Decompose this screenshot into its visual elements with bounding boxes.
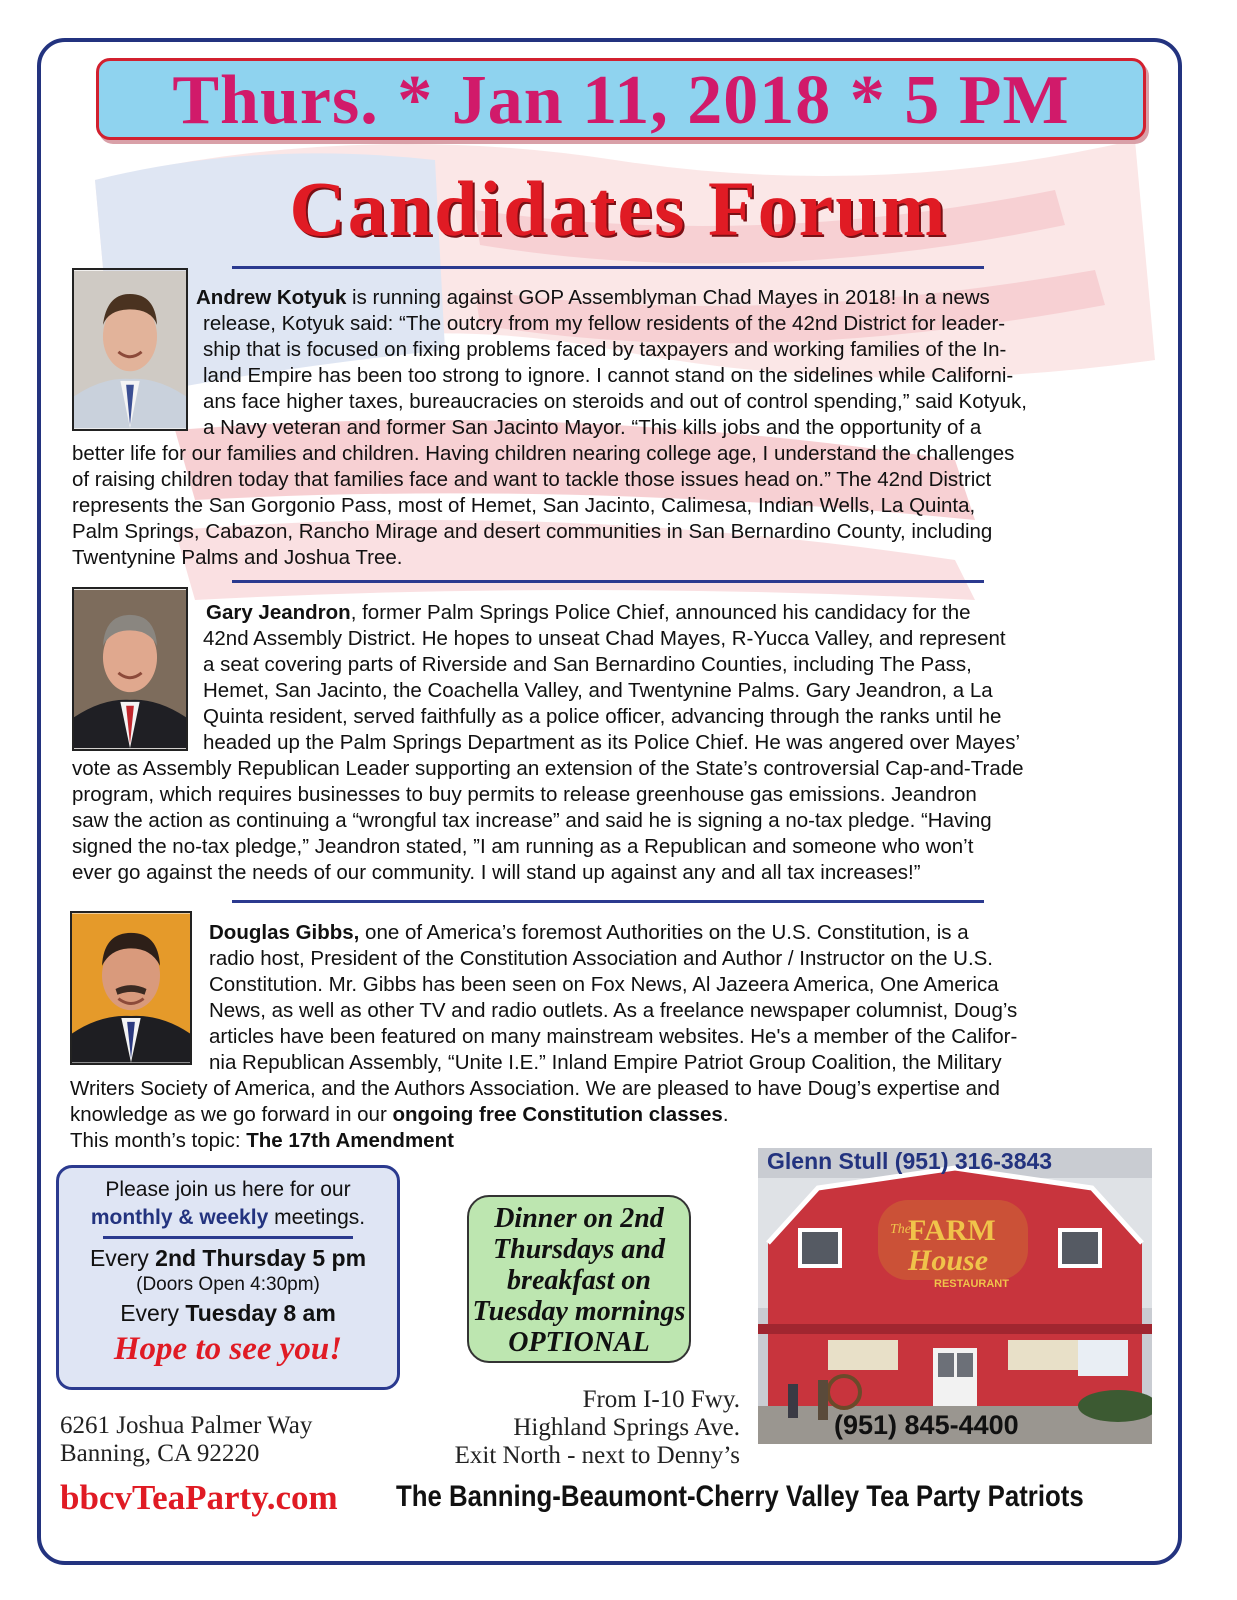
meetings-frequency: monthly & weekly meetings. [90,1206,366,1229]
candidate-bio-jeandron: Gary Jeandron, former Palm Springs Police Chief, announced his candidacy for the 42nd Assembly District. He hopes to unseat Chad Mayes, R-Yucca Valley, and represent a seat covering parts of Riverside and San Bernardino Counties, including The Pass, Hemet, San Jacinto, the Coachella Valley, and Twentynine Palms. Gary Jeandron, a La Quinta resident, served faithfully as a police officer, advancing through the ranks until he headed up the Palm Springs Department as its Police Chief. He was angered over Mayes’ vote as Assembly Republican Leader supporting an extension of the State’s controversial Cap-and-Trade program, which requires businesses to buy permits to release greenhouse gas emissions. Jeandron saw the action as continuing a “wrongful tax increase” and said he is signing a no-tax pledge. “Having signed the no-tax pledge,” Jeandron stated, ”I am running as a Republican and someone who won’t ever go against the needs of our community. I will stand up against any and all tax increases!” [72,601,1024,884]
venue-photo [758,1148,1152,1444]
address: 6261 Joshua Palmer Way Banning, CA 92220 [60,1412,313,1467]
meetings-box [56,1165,400,1390]
classes-highlight: ongoing free Constitution classes [392,1103,723,1126]
divider [232,266,984,269]
sign-farm: FARM [908,1214,996,1247]
divider [232,580,984,583]
farmhouse-image [758,1148,1152,1444]
candidate-bio-gibbs: Douglas Gibbs, one of America’s foremost Authorities on the U.S. Constitution, is a radio host, President of the Constitution Association and Author / Instructor on the U.S. Constitution. Mr. Gibbs has been seen on Fox News, Al Jazeera America, One America News, as well as other TV and radio outlets. As a freelance newspaper columnist, Doug’s articles have been featured on many mainstream websites. He's a member of the Califor- nia Republican Assembly, “Unite I.E.” Inland Empire Patriot Group Coalition, the Military Writers Society of America, and the Authors Association. We are pleased to have Doug’s expertise and knowledge as we go forward in our ongoing free Constitution classes. This month’s topic: The 17th Amendment [70,921,1018,1152]
page-title: Candidates Forum [289,165,948,252]
meeting-thursday: Every 2nd Thursday 5 pm [89,1245,367,1271]
candidate-name: Douglas Gibbs, [209,921,360,944]
dinner-box: Dinner on 2nd Thursdays and breakfast on Tuesday mornings OPTIONAL [467,1195,691,1363]
date-banner [96,58,1146,140]
sign-restaurant: RESTAURANT [934,1278,1009,1290]
meetings-divider [103,1236,353,1239]
contact-info: Glenn Stull (951) 316-3843 [767,1148,1053,1174]
divider [232,900,984,903]
candidate-bio-kotyuk: Andrew Kotyuk is running against GOP Assemblyman Chad Mayes in 2018! In a news release, Kotyuk said: “The outcry from my fellow residents of the 42nd District for leader- ship that is focused on fixing problems faced by taxpayers and working families of the In- land Empire has been too strong to ignore. I cannot stand on the sidelines while Californi- ans face higher taxes, bureaucracies on steroids and out of control spending,” said Kotyuk, a Navy veteran and former San Jacinto Mayor. “This kills jobs and the opportunity of a better life for our families and children. Having children nearing college age, I understand the challenges of raising children today that families face and want to tackle those issues head on.” The 42nd District represents the San Gorgonio Pass, most of Hemet, San Jacinto, Calimesa, Indian Wells, La Quinta, Palm Springs, Cabazon, Rancho Mirage and desert communities in San Bernardino County, including Twentynine Palms and Joshua Tree. [72,286,1027,569]
sign-the: The [890,1222,911,1237]
meeting-tuesday: Every Tuesday 8 am [120,1300,336,1326]
candidate-name: Andrew Kotyuk [196,286,347,309]
organization-name: The Banning-Beaumont-Cherry Valley Tea Party Patriots [396,1480,1084,1513]
hope-to-see-you: Hope to see you! [113,1331,343,1367]
meetings-intro: Please join us here for our [105,1178,351,1201]
doors-open: (Doors Open 4:30pm) [136,1274,320,1295]
sign-house: House [908,1244,989,1277]
directions: From I-10 Fwy. Highland Springs Ave. Exit North - next to Denny’s [454,1386,740,1469]
venue-phone: (951) 845-4400 [834,1410,1019,1440]
topic: The 17th Amendment [246,1129,454,1152]
event-date: Thurs. * Jan 11, 2018 * 5 PM [172,62,1070,139]
website-link[interactable]: bbcvTeaParty.com [60,1478,338,1517]
candidate-name: Gary Jeandron [206,601,351,624]
